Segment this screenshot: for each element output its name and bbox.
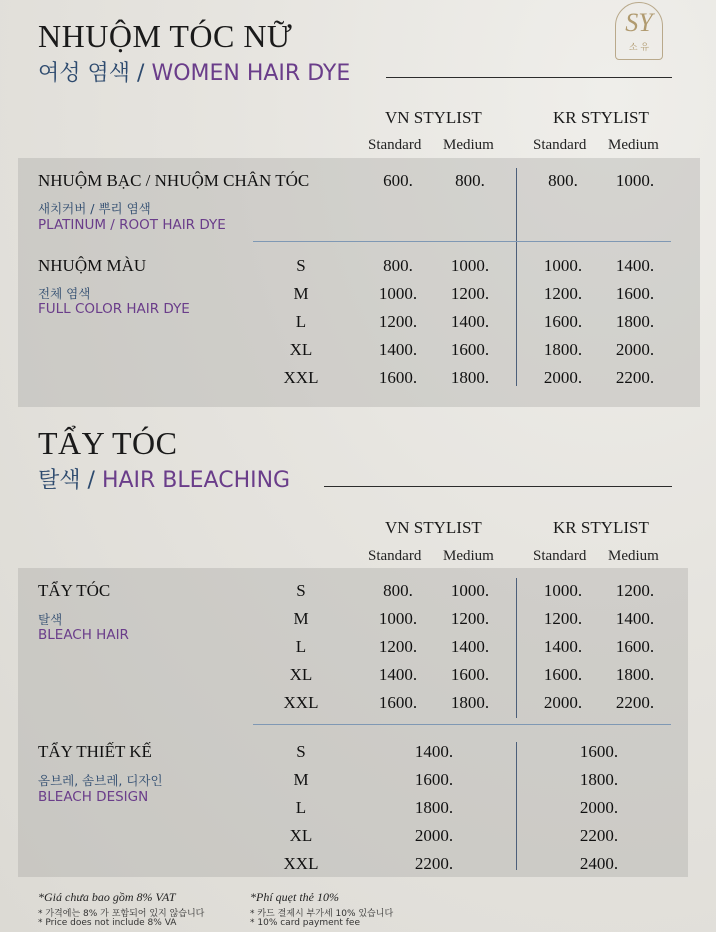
bleach-price: 1400. (543, 637, 583, 656)
bleach-price: 1200. (615, 581, 655, 600)
design-size: S (296, 742, 306, 761)
fullcolor-size: L (295, 312, 307, 331)
design-vn-price: 2000. (414, 826, 454, 845)
bleach-price: 1000. (543, 581, 583, 600)
design-size: XL (289, 826, 313, 845)
fullcolor-price: 1000. (450, 256, 490, 275)
bleach-size: XXL (283, 693, 319, 712)
bleach-price: 1200. (450, 609, 490, 628)
platinum-name-en: PLATINUM / ROOT HAIR DYE (38, 217, 226, 233)
footer-card-vn: *Phí quẹt thẻ 10% (250, 890, 339, 904)
fullcolor-price: 2000. (543, 368, 583, 387)
section1-title-rule (386, 77, 672, 78)
section1-vn-stylist-header: VN STYLIST (385, 108, 482, 127)
section2-vn-stylist-header: VN STYLIST (385, 518, 482, 537)
bleach-size: M (293, 609, 309, 628)
section2-title: TẨY TÓC (38, 425, 178, 461)
section2-row-divider (253, 724, 671, 725)
logo-monogram: SY (625, 8, 653, 37)
section2-subtitle (38, 463, 290, 494)
fullcolor-price: 1400. (615, 256, 655, 275)
design-kr-price: 2400. (579, 854, 619, 873)
platinum-name-kr: 새치커버 / 뿌리 염색 (38, 201, 151, 216)
fullcolor-price: 1400. (378, 340, 418, 359)
section1-title: NHUỘM TÓC NỮ (38, 18, 293, 54)
section2-title-kr: 탈색 (38, 468, 81, 493)
bleach-price: 1400. (615, 609, 655, 628)
fullcolor-price: 2200. (615, 368, 655, 387)
bleach-price: 1000. (378, 609, 418, 628)
bleach-price: 1000. (450, 581, 490, 600)
design-vn-price: 1400. (414, 742, 454, 761)
bleach-size: XL (289, 665, 313, 684)
fullcolor-price: 2000. (615, 340, 655, 359)
fullcolor-price: 1600. (543, 312, 583, 331)
bleach-price: 1600. (543, 665, 583, 684)
fullcolor-price: 1800. (543, 340, 583, 359)
section1-row-divider (253, 241, 671, 242)
bleach-price: 2000. (543, 693, 583, 712)
section2-kr-medium-header: Medium (608, 548, 659, 564)
footer-vat-vn: *Giá chưa bao gồm 8% VAT (38, 890, 176, 904)
fullcolor-price: 800. (383, 256, 413, 275)
section1-column-divider (516, 168, 517, 386)
section1-kr-standard-header: Standard (533, 137, 587, 153)
fullcolor-price: 1800. (615, 312, 655, 331)
bleach-price: 2200. (615, 693, 655, 712)
fullcolor-size: XXL (283, 368, 319, 387)
section2-kr-stylist-header: KR STYLIST (553, 518, 649, 537)
bleach-price: 1400. (378, 665, 418, 684)
platinum-kr-standard-price: 800. (548, 171, 578, 190)
fullcolor-price: 1200. (543, 284, 583, 303)
section2-column-divider-top (516, 578, 517, 718)
bleach-name-kr: 탈색 (38, 612, 63, 627)
bleach-price: 1600. (615, 637, 655, 656)
section1-subtitle (38, 56, 350, 87)
section2-column-divider-bottom (516, 742, 517, 870)
footer-vat-en: * Price does not include 8% VA (38, 918, 177, 928)
section1-kr-medium-header: Medium (608, 137, 659, 153)
design-name-vn: TẨY THIẾT KẾ (38, 742, 152, 761)
bleach-price: 1600. (450, 665, 490, 684)
platinum-name-vn: NHUỘM BẠC / NHUỘM CHÂN TÓC (38, 171, 310, 190)
bleach-price: 1200. (543, 609, 583, 628)
bleach-price: 1800. (450, 693, 490, 712)
bleach-size: L (295, 637, 307, 656)
design-kr-price: 2200. (579, 826, 619, 845)
design-vn-price: 1600. (414, 770, 454, 789)
section2-title-rule (324, 486, 672, 487)
bleach-price: 1600. (378, 693, 418, 712)
design-size: XXL (283, 854, 319, 873)
section1-kr-stylist-header: KR STYLIST (553, 108, 649, 127)
bleach-price: 1800. (615, 665, 655, 684)
section1-slash: / (137, 61, 145, 86)
design-size: M (293, 770, 309, 789)
fullcolor-price: 1200. (450, 284, 490, 303)
fullcolor-price: 1600. (450, 340, 490, 359)
design-name-kr: 옴브레, 솜브레, 디자인 (38, 773, 163, 788)
fullcolor-size: XL (289, 340, 313, 359)
fullcolor-price: 1800. (450, 368, 490, 387)
fullcolor-name-en: FULL COLOR HAIR DYE (38, 301, 190, 317)
fullcolor-size: M (293, 284, 309, 303)
design-vn-price: 1800. (414, 798, 454, 817)
fullcolor-price: 1200. (378, 312, 418, 331)
footer-card-en: * 10% card payment fee (250, 918, 360, 928)
design-kr-price: 1600. (579, 742, 619, 761)
fullcolor-price: 1400. (450, 312, 490, 331)
platinum-vn-standard-price: 600. (383, 171, 413, 190)
fullcolor-name-kr: 전체 염색 (38, 286, 91, 301)
design-name-en: BLEACH DESIGN (38, 789, 149, 805)
platinum-vn-medium-price: 800. (455, 171, 485, 190)
footer-card-kr: * 카드 결제시 부가세 10% 있습니다 (250, 909, 394, 919)
section1-title-kr: 여성 염색 (38, 61, 131, 86)
brand-logo (615, 2, 663, 60)
section1-title-en: WOMEN HAIR DYE (151, 61, 351, 86)
bleach-name-en: BLEACH HAIR (38, 627, 129, 643)
platinum-kr-medium-price: 1000. (615, 171, 655, 190)
section1-vn-standard-header: Standard (368, 137, 422, 153)
fullcolor-name-vn: NHUỘM MÀU (38, 256, 147, 275)
section2-vn-standard-header: Standard (368, 548, 422, 564)
bleach-name-vn: TẨY TÓC (38, 581, 111, 600)
bleach-price: 800. (383, 581, 413, 600)
fullcolor-price: 1600. (378, 368, 418, 387)
section2-slash: / (87, 468, 95, 493)
bleach-size: S (296, 581, 306, 600)
fullcolor-price: 1600. (615, 284, 655, 303)
section2-kr-standard-header: Standard (533, 548, 587, 564)
design-size: L (295, 798, 307, 817)
bleach-price: 1200. (378, 637, 418, 656)
design-vn-price: 2200. (414, 854, 454, 873)
logo-subtext: 소 유 (628, 43, 650, 53)
section2-vn-medium-header: Medium (443, 548, 494, 564)
fullcolor-price: 1000. (378, 284, 418, 303)
section2-title-en: HAIR BLEACHING (101, 468, 291, 493)
design-kr-price: 1800. (579, 770, 619, 789)
bleach-price: 1400. (450, 637, 490, 656)
fullcolor-price: 1000. (543, 256, 583, 275)
fullcolor-size: S (296, 256, 306, 275)
design-kr-price: 2000. (579, 798, 619, 817)
footer-vat-kr: * 가격에는 8% 가 포함되어 있지 않습니다 (38, 909, 205, 919)
section1-vn-medium-header: Medium (443, 137, 494, 153)
